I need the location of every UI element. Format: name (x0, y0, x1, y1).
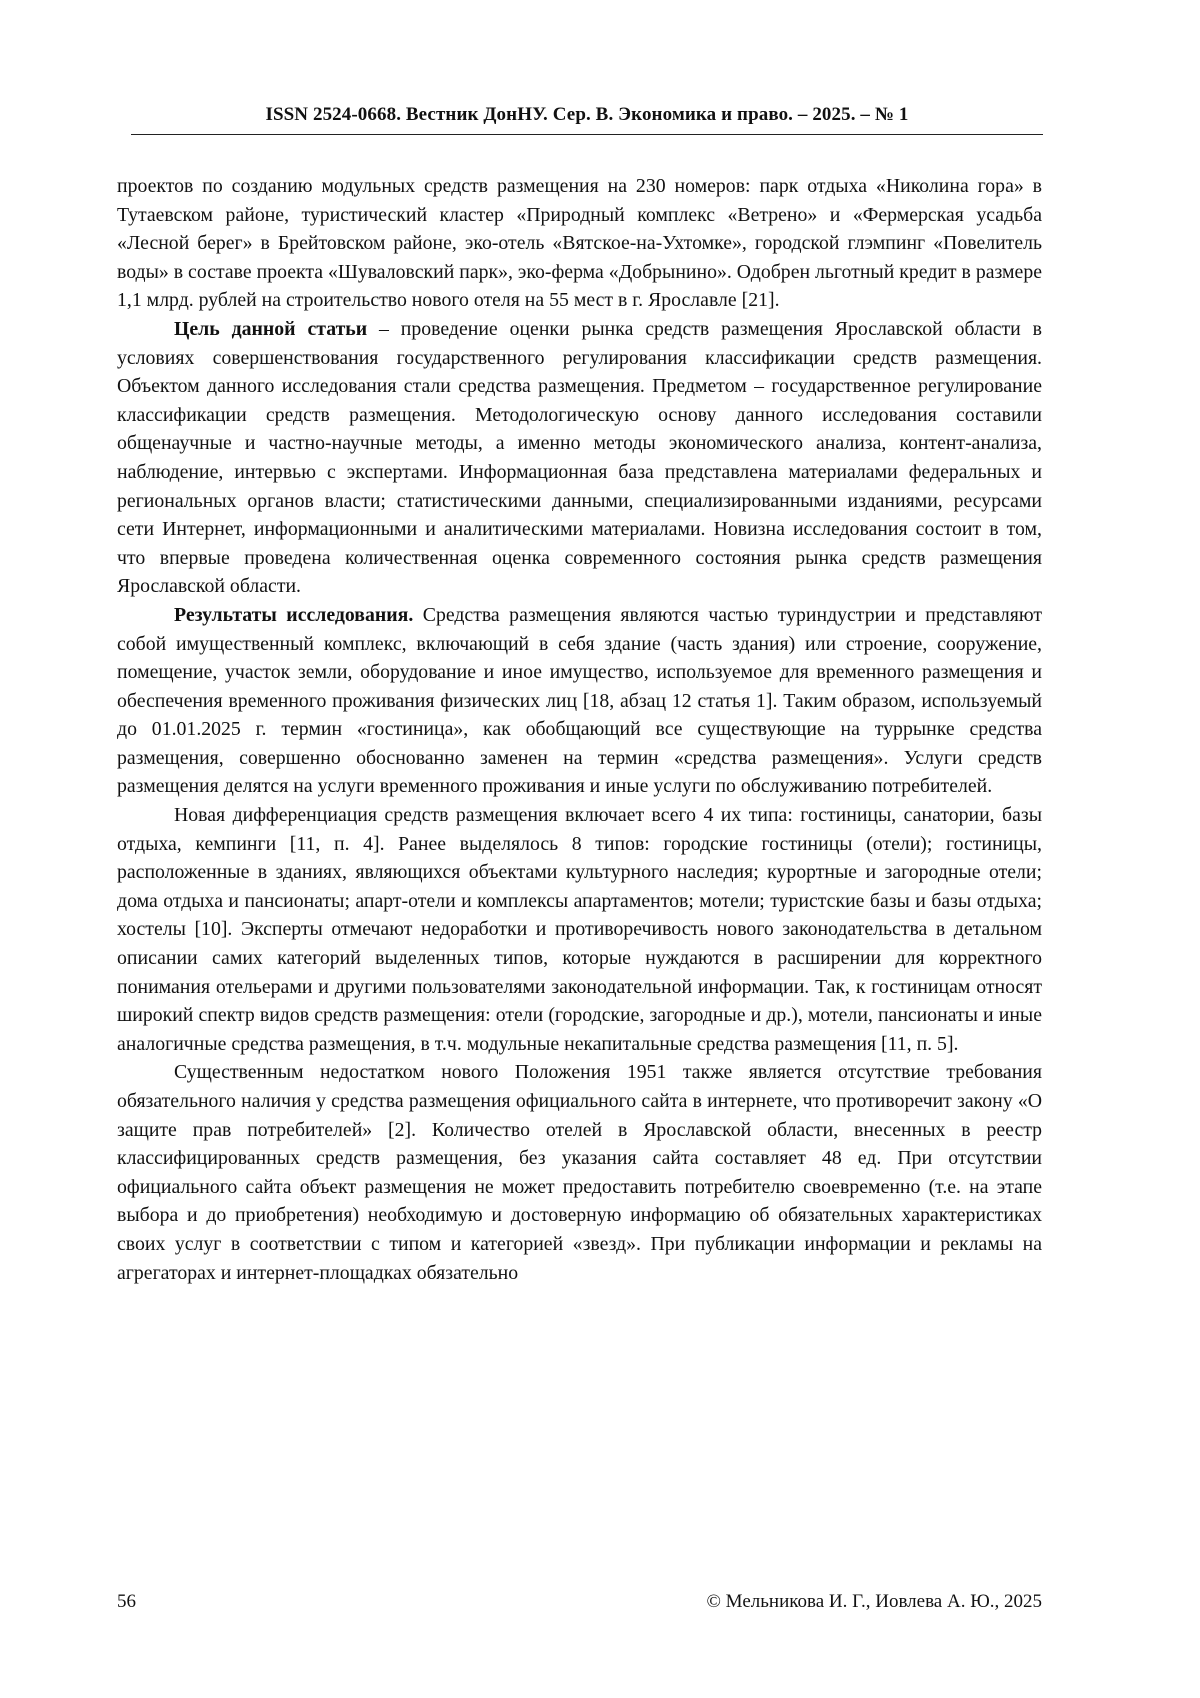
running-header: ISSN 2524-0668. Вестник ДонНУ. Сер. В. Экономика и право. – 2025. – № 1 (265, 104, 909, 125)
article-body (117, 172, 1042, 1287)
paragraph-lead: Результаты исследования. (174, 603, 414, 626)
header-divider (131, 134, 1043, 135)
paragraph-differentiation (117, 801, 1042, 1058)
paragraph-text: Существенным недостатком нового Положения 1951 также является отсутствие требования обязательного наличия у средства размещения официального сайта в интернете, что противоречит закону «О защите прав потребителей» [2]. Количество отелей в Ярославской области, внесенных в реестр классифицированных средств размещения, без указания сайта составляет 48 ед. При отсутствии официального сайта объект размещения не может предоставить потребителю своевременно (т.е. на этапе выбора и до приобретения) необходимую и достоверную информацию об обязательных характеристиках своих услуг в соответствии с типом и категорией «звезд». При публикации информации и рекламы на агрегаторах и интернет-площадках обязательно (117, 1061, 1042, 1284)
paragraph-lead: Цель данной статьи (174, 317, 368, 340)
paragraph-text: – проведение оценки рынка средств размещения Ярославской области в условиях совершенствования государственного регулирования классификации средств размещения. Объектом данного исследования стали средства размещения. Предметом – государственное регулирование классификации средств размещения. Методологическую основу данного исследования составили общенаучные и частно-научные методы, а именно методы экономического анализа, контент-анализа, наблюдение, интервью с экспертами. Информационная база представлена материалами федеральных и региональных органов власти; статистическими данными, специализированными изданиями, ресурсами сети Интернет, информационными и аналитическими материалами. Новизна исследования состоит в том, что впервые проведена количественная оценка современного состояния рынка средств размещения Ярославской области. (117, 317, 1042, 598)
paragraph-continuation (117, 172, 1042, 315)
paragraph-article-goal (117, 315, 1042, 601)
paragraph-shortcoming (117, 1058, 1042, 1287)
paragraph-text: Средства размещения являются частью туриндустрии и представляют собой имущественный комплекс, включающий в себя здание (часть здания) или строение, сооружение, помещение, участок земли, оборудование и иное имущество, используемое для временного размещения и обеспечения временного проживания физических лиц [18, абзац 12 статья 1]. Таким образом, используемый до 01.01.2025 г. термин «гостиница», как обобщающий все существующие на туррынке средства размещения, совершенно обоснованно заменен на термин «средства размещения». Услуги средств размещения делятся на услуги временного проживания и иные услуги по обслуживанию потребителей. (117, 603, 1042, 798)
paragraph-research-results (117, 601, 1042, 801)
paragraph-text: Новая дифференциация средств размещения включает всего 4 их типа: гостиницы, санатории, базы отдыха, кемпинги [11, п. 4]. Ранее выделялось 8 типов: городские гостиницы (отели); гостиницы, расположенные в зданиях, являющихся объектами культурного наследия; курортные и загородные отели; дома отдыха и пансионаты; апарт-отели и комплексы апартаментов; мотели; туристские базы и базы отдыха; хостелы [10]. Эксперты отмечают недоработки и противоречивость нового законодательства в детальном описании самих категорий выделенных типов, которые нуждаются в расширении для корректного понимания отельерами и другими пользователями законодательной информации. Так, к гостиницам относят широкий спектр видов средств размещения: отели (городские, загородные и др.), мотели, пансионаты и иные аналогичные средства размещения, в т.ч. модульные некапитальные средства размещения [11, п. 5]. (117, 804, 1042, 1055)
paragraph-text: проектов по созданию модульных средств размещения на 230 номеров: парк отдыха «Николина гора» в Тутаевском районе, туристический кластер «Природный комплекс «Ветрено» и «Фермерская усадьба «Лесной берег» в Брейтовском районе, эко-отель «Вятское-на-Ухтомке», городской глэмпинг «Повелитель воды» в составе проекта «Шуваловский парк», эко-ферма «Добрынино». Одобрен льготный кредит в размере 1,1 млрд. рублей на строительство нового отеля на 55 мест в г. Ярославле [21]. (117, 175, 1042, 312)
page-number: 56 (117, 1591, 136, 1612)
footer-copyright: © Мельникова И. Г., Иовлева А. Ю., 2025 (706, 1591, 1042, 1612)
